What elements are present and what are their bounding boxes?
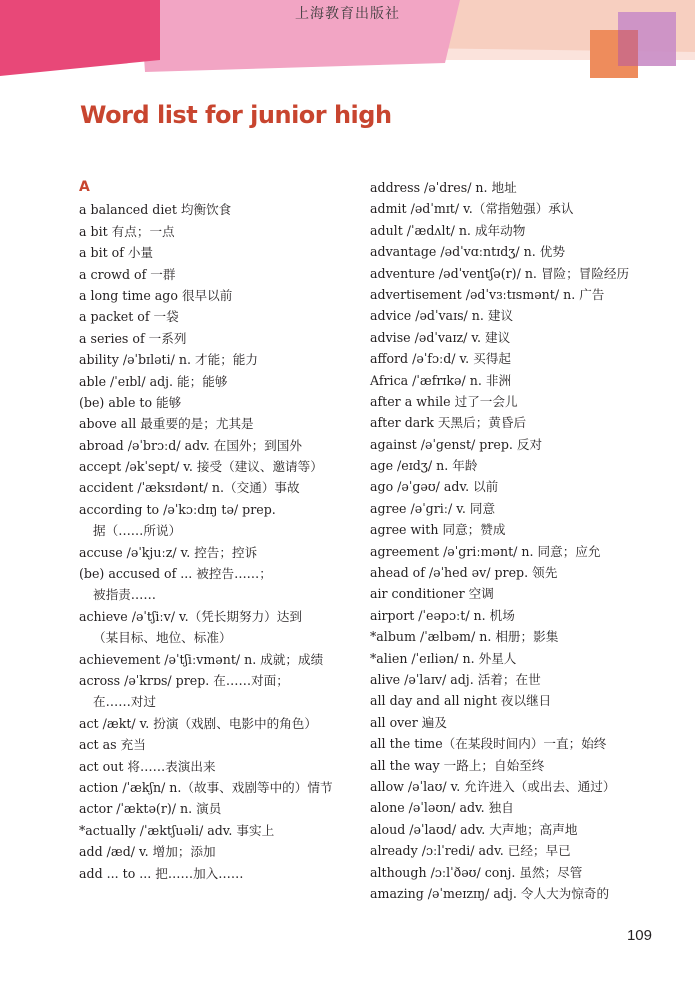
word-entry: agree with 同意；赞成 [370, 522, 506, 538]
word-entry: alone /əˈləʊn/ adv. 独自 [370, 800, 514, 816]
word-entry: all the time（在某段时间内）一直；始终 [370, 736, 607, 752]
word-entry: a bit of 小量 [79, 245, 154, 261]
banner-overlap-square [618, 30, 638, 66]
word-entry: ahead of /əˈhed əv/ prep. 领先 [370, 565, 558, 581]
word-entry: allow /əˈlaʊ/ v. 允许进入（或出去、通过） [370, 778, 616, 794]
word-entry: a bit 有点；一点 [79, 223, 175, 239]
word-list-left-column [79, 177, 344, 884]
word-entry: address /əˈdres/ n. 地址 [370, 180, 517, 195]
page-title: Word list for junior high [80, 101, 392, 129]
word-entry: air conditioner 空调 [370, 586, 494, 602]
word-entry: action /ˈækʃn/ n.（故事、戏剧等中的）情节 [79, 779, 333, 795]
word-entry: afford /əˈfɔːd/ v. 买得起 [370, 351, 511, 367]
word-entry: add ... to ... 把……加入…… [79, 865, 244, 881]
word-entry: advantage /ədˈvɑːntɪdʒ/ n. 优势 [370, 244, 565, 260]
word-entry: according to /əˈkɔːdɪŋ tə/ prep. [79, 501, 276, 517]
word-entry: *alien /ˈeɪliən/ n. 外星人 [370, 650, 517, 666]
word-entry-continuation: 据（……所说） [93, 523, 182, 539]
word-entry: a balanced diet 均衡饮食 [79, 202, 232, 218]
word-entry: advertisement /ədˈvɜːtɪsmənt/ n. 广告 [370, 286, 605, 302]
word-entry: a packet of 一袋 [79, 309, 179, 325]
word-entry: all over 遍及 [370, 714, 447, 730]
word-entry: agreement /əˈgriːmənt/ n. 同意；应允 [370, 543, 601, 559]
word-entry: airport /ˈeəpɔːt/ n. 机场 [370, 607, 515, 623]
word-entry: ability /əˈbɪləti/ n. 才能；能力 [79, 352, 258, 368]
word-entry: achievement /əˈtʃiːvmənt/ n. 成就；成绩 [79, 651, 324, 667]
word-entry: able /ˈeɪbl/ adj. 能；能够 [79, 373, 228, 389]
word-entry: abroad /əˈbrɔːd/ adv. 在国外；到国外 [79, 437, 302, 453]
word-entry: *actually /ˈæktʃuəli/ adv. 事实上 [79, 822, 275, 838]
word-entry: amazing /əˈmeɪzɪŋ/ adj. 令人大为惊奇的 [370, 885, 610, 901]
word-entry-continuation: 被指责…… [93, 587, 156, 603]
word-entry: alive /əˈlaɪv/ adj. 活着；在世 [370, 671, 541, 687]
word-entry: admit /ədˈmɪt/ v.（常指勉强）承认 [370, 201, 574, 217]
word-entry: already /ɔːlˈredi/ adv. 已经；早已 [370, 843, 571, 859]
word-entry: although /ɔːlˈðəʊ/ conj. 虽然；尽管 [370, 864, 583, 880]
word-entry: (be) able to 能够 [79, 394, 182, 410]
word-entry: all the way 一路上；自始至终 [370, 757, 545, 773]
word-entry: after a while 过了一会儿 [370, 393, 518, 409]
word-entry: (be) accused of ... 被控告……； [79, 566, 272, 582]
word-list-right-column [370, 177, 635, 904]
word-entry: a crowd of 一群 [79, 266, 176, 282]
publisher-name: 上海教育出版社 [295, 6, 400, 22]
word-entry: accept /əkˈsept/ v. 接受（建议、邀请等） [79, 459, 323, 475]
word-entry: act out 将……表演出来 [79, 758, 216, 774]
word-entry: a series of 一系列 [79, 330, 187, 346]
word-entry: all day and all night 夜以继日 [370, 693, 552, 709]
word-entry-continuation: （某目标、地位、标准） [93, 630, 232, 646]
word-entry: act /ækt/ v. 扮演（戏剧、电影中的角色） [79, 715, 317, 731]
word-entry: accident /ˈæksɪdənt/ n.（交通）事故 [79, 480, 300, 496]
word-entry: above all 最重要的是；尤其是 [79, 416, 254, 432]
word-entry: against /əˈgenst/ prep. 反对 [370, 436, 543, 452]
word-entry: advise /ədˈvaɪz/ v. 建议 [370, 329, 511, 345]
word-entry: after dark 天黑后；黄昏后 [370, 415, 527, 431]
word-entry: agree /əˈgriː/ v. 同意 [370, 500, 496, 516]
section-letter: A [79, 179, 90, 195]
word-entry: Africa /ˈæfrɪkə/ n. 非洲 [370, 372, 512, 388]
word-entry-continuation: 在……对过 [93, 694, 156, 710]
word-entry: ago /əˈgəʊ/ adv. 以前 [370, 479, 499, 495]
word-entry: *album /ˈælbəm/ n. 相册；影集 [370, 629, 559, 645]
word-entry: advice /ədˈvaɪs/ n. 建议 [370, 308, 514, 324]
word-entry: act as 充当 [79, 737, 146, 753]
word-entry: aloud /əˈlaʊd/ adv. 大声地；高声地 [370, 821, 578, 837]
word-entry: adult /ˈædʌlt/ n. 成年动物 [370, 222, 526, 238]
word-entry: a long time ago 很早以前 [79, 287, 233, 303]
page-number: 109 [626, 927, 652, 944]
word-entry: accuse /əˈkjuːz/ v. 控告；控诉 [79, 544, 258, 560]
word-entry: age /eɪdʒ/ n. 年龄 [370, 458, 478, 474]
word-entry: add /æd/ v. 增加；添加 [79, 844, 216, 860]
word-entry: actor /ˈæktə(r)/ n. 演员 [79, 801, 222, 817]
word-entry: across /əˈkrɒs/ prep. 在……对面； [79, 672, 289, 688]
word-entry: adventure /ədˈventʃə(r)/ n. 冒险；冒险经历 [370, 265, 630, 281]
word-entry: achieve /əˈtʃiːv/ v.（凭长期努力）达到 [79, 608, 302, 624]
